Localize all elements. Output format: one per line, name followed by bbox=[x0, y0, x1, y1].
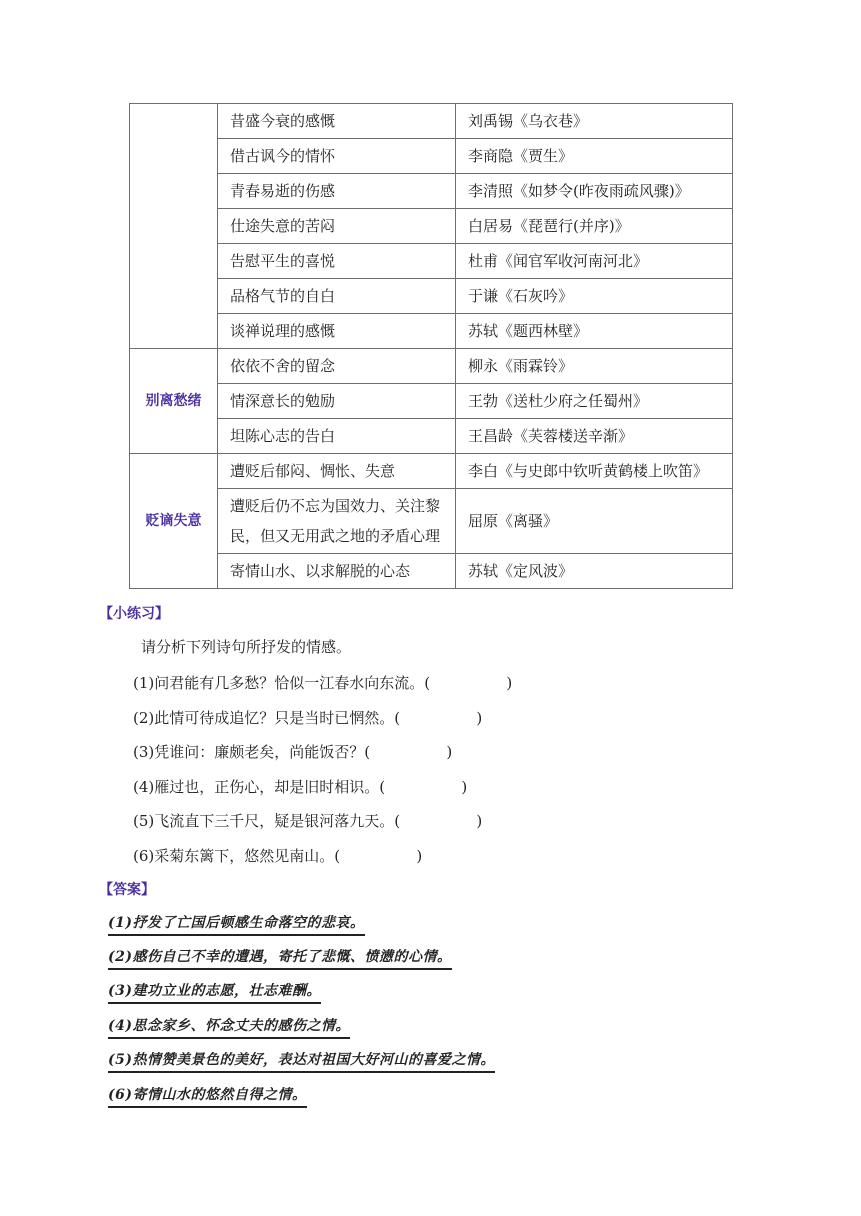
poem-cell: 苏轼《定风波》 bbox=[456, 554, 733, 589]
emotion-cell: 坦陈心志的告白 bbox=[218, 419, 456, 454]
poetry-emotion-table bbox=[129, 103, 733, 589]
table-row bbox=[130, 209, 733, 244]
practice-question: (4)雁过也，正伤心，却是旧时相识。( ) bbox=[133, 778, 468, 796]
emotion-cell: 依依不舍的留念 bbox=[218, 349, 456, 384]
emotion-cell: 情深意长的勉励 bbox=[218, 384, 456, 419]
answer-item: (2)感伤自己不幸的遭遇，寄托了悲慨、愤懑的心情。 bbox=[108, 946, 452, 970]
answer-item: (1)抒发了亡国后顿感生命落空的悲哀。 bbox=[108, 912, 365, 936]
practice-question: (1)问君能有几多愁？恰似一江春水向东流。( ) bbox=[133, 674, 513, 692]
table-row bbox=[130, 419, 733, 454]
emotion-cell: 借古讽今的情怀 bbox=[218, 139, 456, 174]
table-row bbox=[130, 104, 733, 139]
emotion-cell: 寄情山水、以求解脱的心态 bbox=[218, 554, 456, 589]
table-row bbox=[130, 279, 733, 314]
table-row bbox=[130, 174, 733, 209]
poem-cell: 柳永《雨霖铃》 bbox=[456, 349, 733, 384]
practice-question: (6)采菊东篱下，悠然见南山。( ) bbox=[133, 847, 423, 865]
poem-cell: 李清照《如梦令(昨夜雨疏风骤)》 bbox=[456, 174, 733, 209]
emotion-cell: 仕途失意的苦闷 bbox=[218, 209, 456, 244]
poem-cell: 屈原《离骚》 bbox=[456, 489, 733, 554]
category-cell: 别离愁绪 bbox=[130, 349, 218, 454]
table-row bbox=[130, 139, 733, 174]
table-row bbox=[130, 384, 733, 419]
table-row bbox=[130, 454, 733, 489]
emotion-cell: 告慰平生的喜悦 bbox=[218, 244, 456, 279]
practice-question: (5)飞流直下三千尺，疑是银河落九天。( ) bbox=[133, 812, 483, 830]
table-row bbox=[130, 349, 733, 384]
emotion-cell: 昔盛今衰的感慨 bbox=[218, 104, 456, 139]
practice-title: 【小练习】 bbox=[99, 606, 169, 622]
poem-cell: 杜甫《闻官军收河南河北》 bbox=[456, 244, 733, 279]
poem-cell: 李白《与史郎中钦听黄鹤楼上吹笛》 bbox=[456, 454, 733, 489]
answer-item: (5)热情赞美景色的美好，表达对祖国大好河山的喜爱之情。 bbox=[108, 1049, 495, 1073]
table-row bbox=[130, 244, 733, 279]
table-row bbox=[130, 489, 733, 554]
answers-title: 【答案】 bbox=[99, 882, 155, 898]
emotion-cell: 谈禅说理的感慨 bbox=[218, 314, 456, 349]
poem-cell: 李商隐《贾生》 bbox=[456, 139, 733, 174]
table-row bbox=[130, 314, 733, 349]
emotion-cell: 遭贬后仍不忘为国效力、关注黎民，但又无用武之地的矛盾心理 bbox=[218, 489, 456, 554]
poem-cell: 王勃《送杜少府之任蜀州》 bbox=[456, 384, 733, 419]
emotion-cell: 青春易逝的伤感 bbox=[218, 174, 456, 209]
category-cell: 贬谪失意 bbox=[130, 454, 218, 589]
emotion-cell: 品格气节的自白 bbox=[218, 279, 456, 314]
poem-cell: 苏轼《题西林壁》 bbox=[456, 314, 733, 349]
emotion-cell: 遭贬后郁闷、惆怅、失意 bbox=[218, 454, 456, 489]
poem-cell: 刘禹锡《乌衣巷》 bbox=[456, 104, 733, 139]
practice-question: (2)此情可待成追忆？只是当时已惘然。( ) bbox=[133, 709, 483, 727]
answer-item: (4)思念家乡、怀念丈夫的感伤之情。 bbox=[108, 1015, 350, 1039]
category-cell-empty bbox=[130, 104, 218, 349]
poem-cell: 白居易《琵琶行(并序)》 bbox=[456, 209, 733, 244]
table-row bbox=[130, 554, 733, 589]
poem-cell: 王昌龄《芙蓉楼送辛渐》 bbox=[456, 419, 733, 454]
practice-question: (3)凭谁问：廉颇老矣，尚能饭否？( ) bbox=[133, 743, 453, 761]
poem-cell: 于谦《石灰吟》 bbox=[456, 279, 733, 314]
answer-item: (6)寄情山水的悠然自得之情。 bbox=[108, 1084, 307, 1108]
practice-intro: 请分析下列诗句所抒发的情感。 bbox=[141, 638, 352, 656]
answer-item: (3)建功立业的志愿，壮志难酬。 bbox=[108, 980, 321, 1004]
